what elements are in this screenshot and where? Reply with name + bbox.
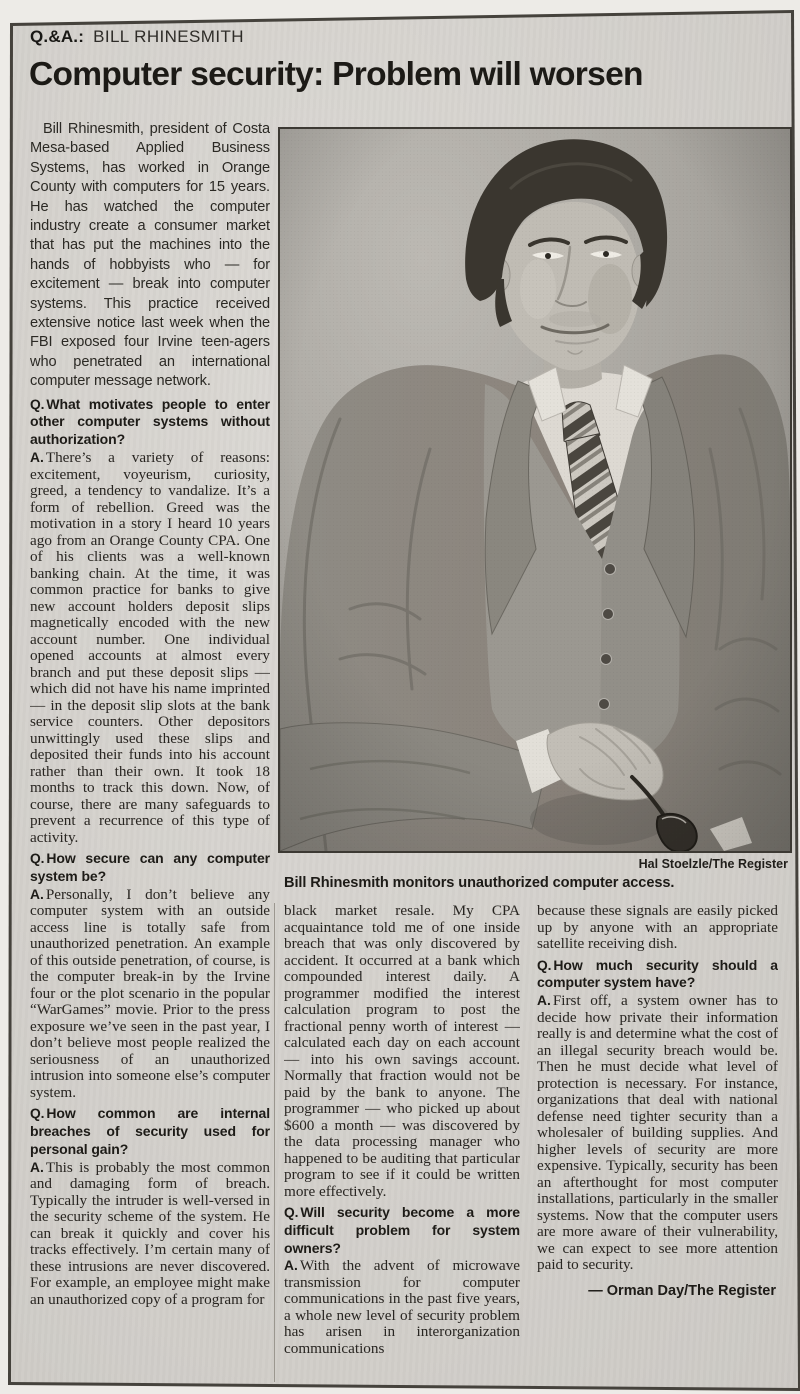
q-prefix: Q. — [284, 1205, 299, 1220]
a-prefix: A. — [30, 450, 44, 466]
intro-paragraph: Bill Rhinesmith, president of Costa Mesa-based Applied Business Systems, has worked in Orange County with computers for 15 years. He has watched the computer industry create a consumer market that has put the machines into the hands of hobbyists who — for excitement — break into computer systems. This practice received extensive notice last week when the FBI exposed four Irvine teen-agers who penetrated an international computer message network. — [30, 121, 270, 390]
question-1-text: What motivates people to enter other computer systems without authorization? — [30, 395, 270, 448]
portrait-photo — [278, 127, 792, 853]
kicker — [30, 27, 244, 47]
a-prefix: A. — [537, 993, 551, 1009]
answer-1-text: There’s a variety of reasons: excitement, voyeurism, curiosity, greed, a tendency to vandalize. It’s a form of rebellion. Greed was the motivation in a story I heard 10 years ago from an Orange County CPA. One of his clients was a well-known banking chain. At the time, it was common practice for banks to give new account holders deposit slips magnetically encoded with the new account number. One individual opened accounts at almost every branch and put these deposit slips — which did not have his name imprinted — in the deposit slip slots at the bank service counters. Other depositors unwittingly used these slips and deposited their funds into his account rather than their own. It took 18 months to track this down. Now, of course, there are many safeguards to prevent a recurrence of this type of activity. — [30, 449, 270, 846]
question-3-text: How common are internal breaches of security used for personal gain? — [30, 1105, 270, 1157]
column-middle — [284, 903, 520, 1384]
question-3 — [30, 1105, 270, 1158]
question-1 — [30, 396, 270, 449]
a-prefix: A. — [284, 1258, 298, 1274]
a-prefix: A. — [30, 886, 44, 902]
portrait-photo-illustration — [280, 129, 790, 851]
answer-4-text: With the advent of microwave transmission for computer communications in the past five years, a whole new level of security problem has arisen in interorganization communications — [284, 1257, 520, 1357]
answer-2-text: Personally, I don’t believe any computer system with an outside access line is totally safe from unauthorized penetration. An example of this outside penetration, of course, is the computer break-in by the Irvine four or the plot scenario in the popular “WarGames” movie. Prior to the press exposure we’ve seen in the past year, I don’t believe most people realized the seriousness of an unauthorized intrusion into someone else’s computer system. — [30, 885, 270, 1101]
question-5 — [537, 957, 778, 993]
column-left — [30, 120, 270, 1383]
answer-3-text: This is probably the most common and damaging form of breach. Typically the intruder is well-versed in the security scheme of the system. He can break it quickly and cover his tracks effectively. I’m certain many of these intrusions are never discovered. For example, an employee might make an unauthorized copy of a program for — [30, 1158, 270, 1308]
question-4 — [284, 1204, 520, 1257]
answer-3-continued: black market resale. My CPA acquaintance told me of one inside breach that was only discovered by accident. It occurred at a bank which compounded interest daily. A programmer modified the interest calculation program to post the fractional penny worth of interest — calculated each day on each account — into his own savings account. Normally that fraction would not be paid by the bank to anyone. The programmer — who picked up about $600 a month — was discovered by the data processing manager who happened to be auditing that particular program to see if it could be written more effectively. — [284, 903, 520, 1200]
page-title: Computer security: Problem will worsen — [29, 56, 643, 93]
column-rule — [274, 903, 275, 1382]
kicker-name: BILL RHINESMITH — [93, 27, 244, 46]
photo-credit: Hal Stoelzle/The Register — [638, 857, 788, 871]
question-2-text: How secure can any computer system be? — [30, 850, 270, 884]
q-prefix: Q. — [537, 957, 552, 973]
answer-5-text: First off, a system owner has to decide how private their information really is and determine what the cost of an illegal security breach would be. Then he must decide what level of protection is necessary. For instance, organizations that deal with national defense need tighter security than a wholesaler of building supplies. And higher levels of security are more expensive. Typically, security has been an afterthought for most computer installations, particularly in the smaller systems. Now that the computer users are more aware of their vulnerability, we can expect to see more attention paid to security. — [537, 992, 778, 1274]
question-4-text: Will security become a more difficult problem for system owners? — [284, 1204, 520, 1256]
q-prefix: Q. — [30, 851, 45, 867]
a-prefix: A. — [30, 1159, 44, 1175]
answer-5 — [537, 993, 778, 1274]
question-5-text: How much security should a computer system have? — [537, 956, 778, 991]
photo-caption: Bill Rhinesmith monitors unauthorized computer access. — [284, 875, 675, 891]
kicker-label: Q.&A.: — [30, 27, 85, 46]
question-2 — [30, 850, 270, 886]
answer-4 — [284, 1258, 520, 1357]
column-right — [537, 903, 778, 1384]
answer-4-continued: because these signals are easily picked up by anyone with an appropriate satellite receiving dish. — [537, 903, 778, 952]
answer-2 — [30, 887, 270, 1102]
answer-3 — [30, 1160, 270, 1309]
answer-1 — [30, 450, 270, 846]
q-prefix: Q. — [30, 396, 45, 412]
byline: — Orman Day/The Register — [588, 1282, 776, 1299]
q-prefix: Q. — [30, 1106, 45, 1122]
